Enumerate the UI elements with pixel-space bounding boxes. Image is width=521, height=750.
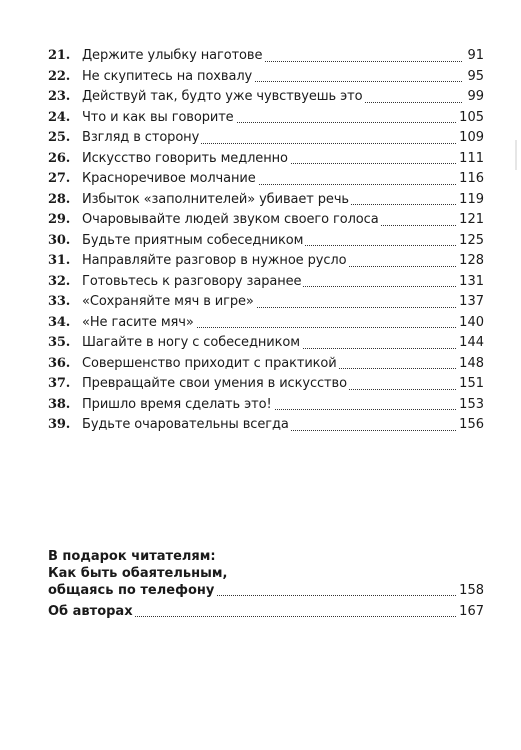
toc-entry[interactable]: [48, 313, 484, 334]
bonus-title-line-2: общаясь по телефону: [48, 583, 215, 598]
toc-entry[interactable]: [48, 251, 484, 272]
toc-entry[interactable]: [48, 210, 484, 231]
toc-entry-number: 33.: [48, 294, 71, 309]
toc-entry-number: 28.: [48, 191, 71, 207]
toc-entry-title: Пришло время сделать это!: [82, 395, 274, 416]
toc-entry-page-number: 140: [457, 313, 484, 334]
toc-entry-page-number: 119: [457, 190, 484, 211]
toc-entry[interactable]: [48, 46, 484, 67]
toc-entry[interactable]: [48, 190, 484, 211]
bonus-section: [48, 548, 484, 599]
toc-entry-page-number: 121: [457, 210, 484, 231]
toc-entry-title: Готовьтесь к разговору заранее: [82, 272, 303, 293]
toc-entry-page-number: 99: [465, 87, 484, 108]
toc-entry-title: Что и как вы говорите: [82, 108, 236, 129]
toc-entry-number: 24.: [48, 109, 71, 125]
toc-entry-page-number: 137: [457, 292, 484, 313]
toc-entry-page-number: 144: [457, 333, 484, 354]
toc-entry-title: Искусство говорить медленно: [82, 149, 290, 170]
toc-entry-title: Взгляд в сторону: [82, 128, 201, 149]
toc-entry[interactable]: [48, 333, 484, 354]
toc-entry-number: 23.: [48, 89, 71, 104]
toc-entry-title: Очаровывайте людей звуком своего голоса: [82, 210, 381, 231]
toc-entry[interactable]: [48, 374, 484, 395]
toc-entry-number: 36.: [48, 355, 71, 371]
toc-entry-title: Будьте очаровательны всегда: [82, 415, 291, 436]
toc-entry-number: 25.: [48, 130, 71, 145]
table-of-contents: [48, 46, 484, 436]
toc-entry[interactable]: [48, 67, 484, 88]
toc-entry-number: 34.: [48, 314, 71, 330]
toc-entry[interactable]: [48, 415, 484, 436]
toc-entry-page-number: 116: [457, 169, 484, 190]
authors-entry[interactable]: [48, 602, 484, 622]
toc-entry-number: 38.: [48, 396, 71, 412]
toc-entry-number: 35.: [48, 335, 71, 350]
toc-entry-page-number: 151: [457, 374, 484, 395]
toc-entry-page-number: 153: [457, 395, 484, 416]
bonus-title-line-1: Как быть обаятельным,: [48, 566, 228, 581]
toc-entry[interactable]: [48, 108, 484, 129]
toc-entry[interactable]: [48, 87, 484, 108]
toc-entry-number: 27.: [48, 171, 71, 186]
toc-entry[interactable]: [48, 149, 484, 170]
toc-entry-title: Превращайте свои умения в искусство: [82, 374, 349, 395]
toc-entry-title: Совершенство приходит с практикой: [82, 354, 339, 375]
authors-page-number: 167: [457, 602, 484, 622]
toc-entry[interactable]: [48, 169, 484, 190]
toc-entry-page-number: 148: [457, 354, 484, 375]
toc-entry[interactable]: [48, 128, 484, 149]
toc-entry-page-number: 131: [457, 272, 484, 293]
toc-entry-page-number: 105: [457, 108, 484, 129]
toc-entry-page-number: 125: [457, 231, 484, 252]
toc-entry-title: Не скупитесь на похвалу: [82, 67, 254, 88]
toc-entry[interactable]: [48, 292, 484, 313]
toc-entry-title: Будьте приятным собеседником: [82, 231, 305, 252]
bonus-entry[interactable]: [48, 582, 484, 599]
toc-entry-title: «Сохраняйте мяч в игре»: [82, 292, 256, 313]
toc-entry-title: Избыток «заполнителей» убивает речь: [82, 190, 351, 211]
toc-entry-number: 37.: [48, 376, 71, 391]
page-edge-shadow: [515, 140, 517, 170]
toc-entry-page-number: 91: [465, 46, 484, 67]
toc-entry-page-number: 95: [465, 67, 484, 88]
toc-entry-page-number: 128: [457, 251, 484, 272]
toc-entry-page-number: 156: [457, 415, 484, 436]
toc-entry-number: 30.: [48, 232, 71, 248]
toc-entry-page-number: 111: [457, 149, 484, 170]
toc-entry-title: Красноречивое молчание: [82, 169, 258, 190]
authors-title: Об авторах: [48, 602, 135, 622]
toc-entry-number: 29.: [48, 212, 71, 227]
toc-entry-number: 39.: [48, 417, 71, 432]
toc-entry[interactable]: [48, 395, 484, 416]
bonus-heading: В подарок читателям:: [48, 549, 216, 564]
toc-entry-title: Действуй так, будто уже чувствуешь это: [82, 87, 364, 108]
toc-entry[interactable]: [48, 272, 484, 293]
toc-entry-number: 31.: [48, 253, 71, 268]
toc-entry-title: Шагайте в ногу с собеседником: [82, 333, 302, 354]
toc-entry-page-number: 109: [457, 128, 484, 149]
toc-entry-number: 26.: [48, 150, 71, 166]
toc-entry-title: Направляйте разговор в нужное русло: [82, 251, 348, 272]
toc-entry-number: 21.: [48, 48, 71, 63]
toc-entry-number: 32.: [48, 273, 71, 289]
toc-entry-title: «Не гасите мяч»: [82, 313, 196, 334]
toc-entry-title: Держите улыбку наготове: [82, 46, 264, 67]
bonus-page-number: 158: [459, 583, 484, 598]
toc-entry-number: 22.: [48, 68, 71, 84]
toc-entry[interactable]: [48, 231, 484, 252]
toc-entry[interactable]: [48, 354, 484, 375]
